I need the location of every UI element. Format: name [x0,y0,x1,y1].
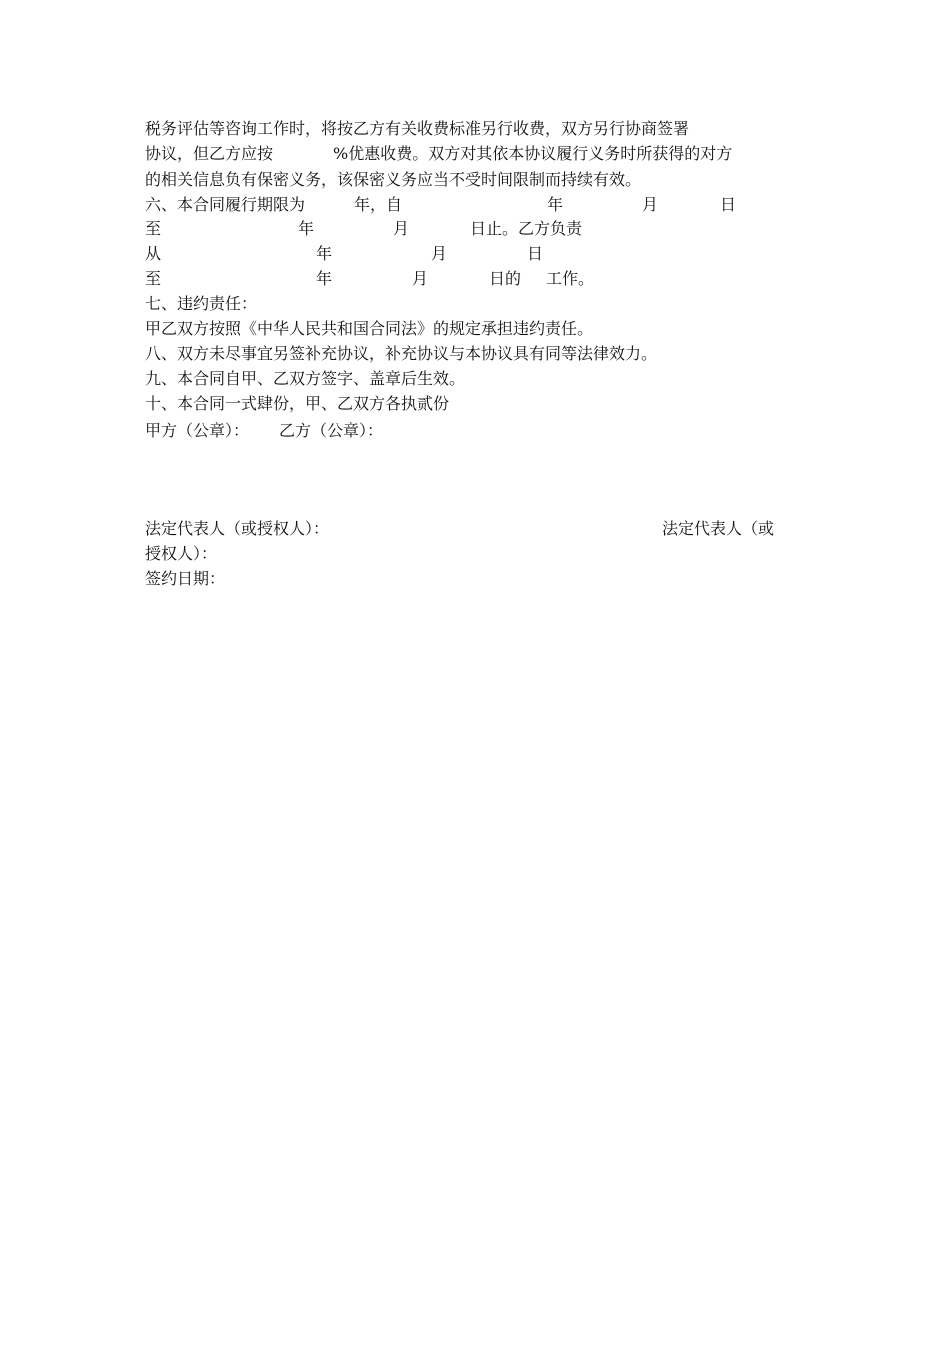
party-a-representative-label: 法定代表人（或授权人）： [145,519,330,538]
term-text: 至 [145,269,162,288]
representative-continuation: 授权人）： [145,544,218,563]
term-text: 年 [547,195,564,214]
term-text: 从 [145,244,162,263]
term-text: 月 [642,195,659,214]
paragraph-text: 十、本合同一式肆份，甲、乙双方各执贰份 [145,394,450,413]
term-text: 年 [316,269,333,288]
term-text: 年 [316,244,333,263]
sign-date-label: 签约日期： [145,569,226,588]
paragraph-text: 八、双方未尽事宜另签补充协议，补充协议与本协议具有同等法律效力。 [145,344,658,363]
party-b-seal-label: 乙方（公章）： [279,421,384,440]
term-text: 月 [393,219,410,238]
term-text: 日 [720,195,737,214]
term-text: 六、本合同履行期限为 [145,195,306,214]
party-a-seal-label: 甲方（公章）： [145,421,250,440]
section-text: 七、违约责任： [145,294,258,313]
paragraph-text: 九、本合同自甲、乙双方签字、盖章后生效。 [145,369,466,388]
term-text: 工作。 [546,269,595,288]
term-text: 月 [412,269,429,288]
party-b-representative-label: 法定代表人（或 [662,519,775,538]
term-text: 至 [145,219,162,238]
term-text: 月 [431,244,448,263]
paragraph-text: 甲乙双方按照《中华人民共和国合同法》的规定承担违约责任。 [145,319,594,338]
term-text: 日 [527,244,544,263]
term-text: 年，自 [354,195,403,214]
paragraph-text: 协议，但乙方应按 [145,144,274,163]
paragraph-text: 税务评估等咨询工作时，将按乙方有关收费标准另行收费，双方另行协商签署 [145,119,690,138]
term-text: 日的 [489,269,522,288]
term-text: 日止。乙方负责 [470,219,583,238]
paragraph-text: 的相关信息负有保密义务，该保密义务应当不受时间限制而持续有效。 [145,170,642,189]
term-text: 年 [298,219,315,238]
paragraph-text: %优惠收费。双方对其依本协议履行义务时所获得的对方 [333,144,733,163]
